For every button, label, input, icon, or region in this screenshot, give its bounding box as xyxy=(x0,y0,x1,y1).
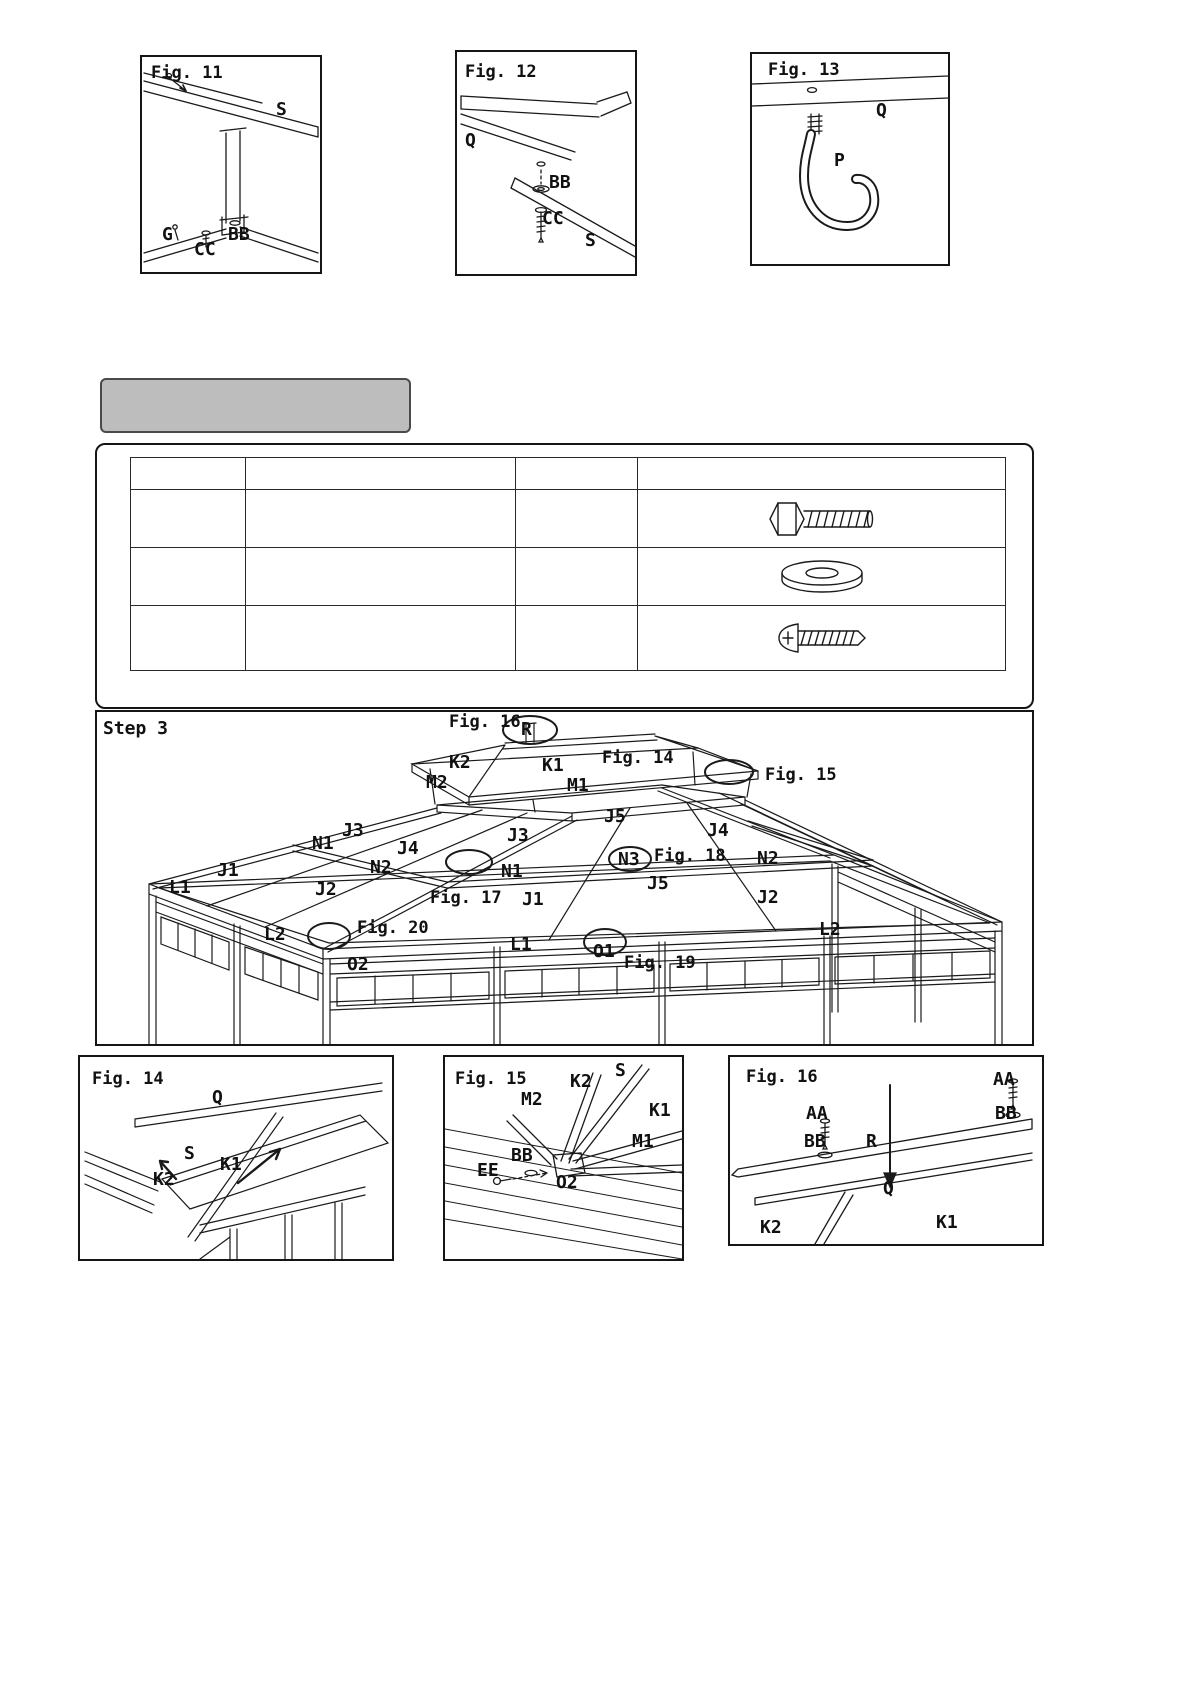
callout-m1: M1 xyxy=(567,775,589,796)
fig14-label-s: S xyxy=(184,1143,195,1164)
parts-table-cell xyxy=(516,458,638,490)
fig15-label-o2: O2 xyxy=(556,1172,578,1193)
fig14-title: Fig. 14 xyxy=(92,1069,164,1089)
fig14-label-k1: K1 xyxy=(220,1154,242,1175)
callout-k2: K2 xyxy=(449,752,471,773)
parts-table-cell xyxy=(246,458,516,490)
fig16-title: Fig. 16 xyxy=(746,1067,818,1087)
fig15-label-s: S xyxy=(615,1060,626,1081)
fig15-label-m2: M2 xyxy=(521,1089,543,1110)
fig16-panel xyxy=(728,1055,1044,1246)
callout-o2: O2 xyxy=(347,954,369,975)
fig15-label-m1: M1 xyxy=(632,1131,654,1152)
callout-j2-right: J2 xyxy=(757,887,779,908)
callout-k1: K1 xyxy=(542,755,564,776)
callout-j5-upper: J5 xyxy=(604,806,626,827)
fig12-title: Fig. 12 xyxy=(465,62,537,82)
fig16-label-bb-left: BB xyxy=(804,1131,826,1152)
callout-n2-right: N2 xyxy=(757,848,779,869)
fig15-label-k2: K2 xyxy=(570,1071,592,1092)
callout-j1-left: J1 xyxy=(217,860,239,881)
parts-table-cell xyxy=(131,458,246,490)
callout-fig20: Fig. 20 xyxy=(357,918,429,938)
callout-l2-left: L2 xyxy=(264,924,286,945)
fig12-panel xyxy=(455,50,637,276)
callout-r: R xyxy=(521,719,532,740)
flat-washer-icon xyxy=(772,557,872,597)
callout-j3-mid: J3 xyxy=(507,825,529,846)
parts-table-cell xyxy=(638,606,1006,671)
fig11-label-g: G xyxy=(162,224,173,245)
fig12-label-q: Q xyxy=(465,130,476,151)
parts-table-cell xyxy=(516,548,638,606)
parts-table-cell xyxy=(516,606,638,671)
callout-fig14: Fig. 14 xyxy=(602,748,674,768)
fig12-label-s: S xyxy=(585,230,596,251)
callout-o1: O1 xyxy=(593,941,615,962)
fig13-label-q: Q xyxy=(876,100,887,121)
fig16-label-bb-right: BB xyxy=(995,1103,1017,1124)
fig11-label-bb: BB xyxy=(228,224,250,245)
parts-table-cell xyxy=(638,458,1006,490)
callout-j3-left: J3 xyxy=(342,820,364,841)
fig16-label-k2: K2 xyxy=(760,1217,782,1238)
callout-j2-left: J2 xyxy=(315,879,337,900)
callout-fig18: Fig. 18 xyxy=(654,846,726,866)
fig13-label-p: P xyxy=(834,150,845,171)
callout-l2-right: L2 xyxy=(819,919,841,940)
callout-n1-mid: N1 xyxy=(501,861,523,882)
fig12-label-cc: CC xyxy=(542,208,564,229)
parts-table-cell xyxy=(638,490,1006,548)
fig16-label-aa-right: AA xyxy=(993,1069,1015,1090)
fig11-label-cc: CC xyxy=(194,239,216,260)
callout-m2: M2 xyxy=(426,772,448,793)
callout-n3: N3 xyxy=(618,849,640,870)
fig14-panel xyxy=(78,1055,394,1261)
parts-table-cell xyxy=(516,490,638,548)
parts-table-cell xyxy=(638,548,1006,606)
fig15-panel xyxy=(443,1055,684,1261)
callout-fig19: Fig. 19 xyxy=(624,953,696,973)
callout-j1-mid: J1 xyxy=(522,889,544,910)
parts-table xyxy=(95,443,1034,709)
fig12-label-bb: BB xyxy=(549,172,571,193)
parts-table-cell xyxy=(246,490,516,548)
fig16-label-r: R xyxy=(866,1131,877,1152)
parts-table-cell xyxy=(131,548,246,606)
fig15-label-k1: K1 xyxy=(649,1100,671,1121)
callout-l1-front: L1 xyxy=(510,934,532,955)
step3-panel xyxy=(95,710,1034,1046)
fig15-title: Fig. 15 xyxy=(455,1069,527,1089)
callout-fig16: Fig. 16 xyxy=(449,712,521,732)
fig13-title: Fig. 13 xyxy=(768,60,840,80)
fig12-drawing xyxy=(457,52,635,274)
parts-table-cell xyxy=(131,606,246,671)
callout-fig17: Fig. 17 xyxy=(430,888,502,908)
fig14-label-q: Q xyxy=(212,1087,223,1108)
round-head-screw-icon xyxy=(772,618,872,658)
fig14-label-k2: K2 xyxy=(153,1169,175,1190)
fig16-label-k1: K1 xyxy=(936,1212,958,1233)
fig16-label-aa-left: AA xyxy=(806,1103,828,1124)
callout-fig15: Fig. 15 xyxy=(765,765,837,785)
parts-table-cell xyxy=(131,490,246,548)
parts-table-grid xyxy=(130,457,1006,671)
callout-j4-left: J4 xyxy=(397,838,419,859)
callout-j5-lower: J5 xyxy=(647,873,669,894)
fig11-label-s: S xyxy=(276,99,287,120)
parts-table-cell xyxy=(246,606,516,671)
fig11-title: Fig. 11 xyxy=(151,63,223,83)
callout-l1-left: L1 xyxy=(169,877,191,898)
fig15-label-ee: EE xyxy=(477,1160,499,1181)
callout-n2-left: N2 xyxy=(370,857,392,878)
fig16-label-q: Q xyxy=(883,1178,894,1199)
step3-label: Step 3 xyxy=(103,718,169,739)
parts-table-cell xyxy=(246,548,516,606)
fig13-drawing xyxy=(752,54,948,264)
fig11-panel xyxy=(140,55,322,274)
section-header-bar xyxy=(100,378,411,433)
hex-bolt-icon xyxy=(762,497,882,541)
callout-n1-left: N1 xyxy=(312,833,334,854)
fig13-panel xyxy=(750,52,950,266)
fig15-label-bb: BB xyxy=(511,1145,533,1166)
callout-j4-right: J4 xyxy=(707,820,729,841)
